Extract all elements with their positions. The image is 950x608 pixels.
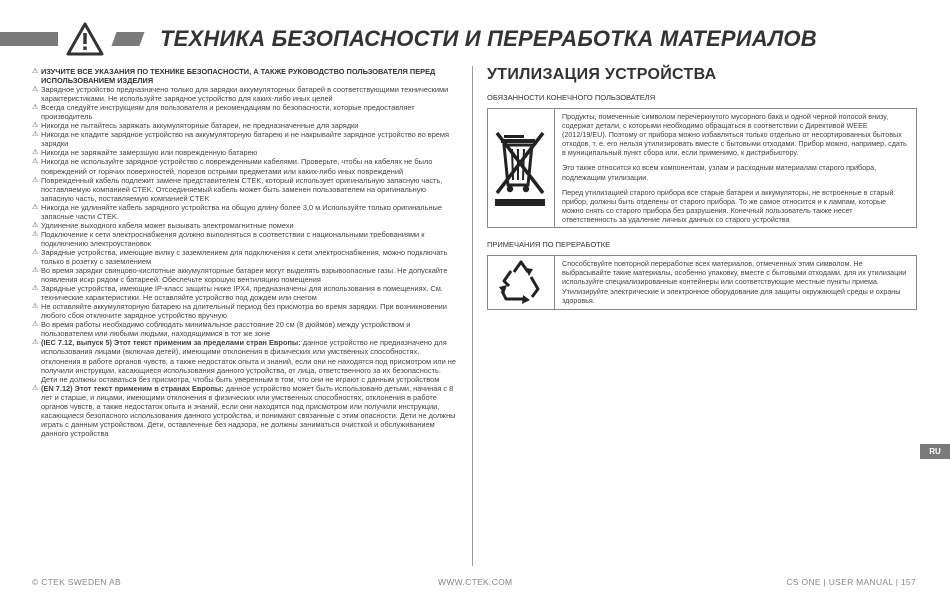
warning-small-icon: ⚠ [32, 384, 39, 392]
header-bar-mid [111, 32, 144, 46]
safety-item [32, 384, 458, 438]
safety-item [32, 302, 458, 320]
warning-small-icon: ⚠ [32, 176, 39, 184]
column-divider [472, 66, 473, 566]
warning-small-icon: ⚠ [32, 303, 39, 311]
safety-item [32, 230, 458, 248]
warning-small-icon: ⚠ [32, 131, 39, 139]
warning-small-icon: ⚠ [32, 321, 39, 329]
warning-small-icon: ⚠ [32, 230, 39, 238]
recycling-title: ПРИМЕЧАНИЯ ПО ПЕРЕРАБОТКЕ [487, 240, 611, 250]
recycling-icon-cell [488, 256, 555, 308]
warning-small-icon: ⚠ [32, 285, 39, 293]
safety-item-text [41, 384, 458, 438]
safety-item [32, 148, 458, 157]
safety-item [32, 248, 458, 266]
safety-item [32, 266, 458, 284]
disposal-box [487, 108, 917, 228]
recycle-icon [496, 259, 546, 305]
header-bar-left [0, 32, 58, 46]
safety-item-body: данное устройство может быть использовано детьми, начиная с 8 лет и старше, и лицами, имеющими отклонения в физических или умственных способностях, отклонения в работе органов чувств, а также недостаток опыта и знаний, если они находятся под присмотром или получили инструкции, касающиеся безопасного использования данного устройства, и понимают связанные с этим опасности. Дети не должны играть с данным устройством. Дети, оставленные без надзора, не должны заниматься очисткой и обслуживанием данного устройства [41, 383, 456, 438]
warning-small-icon: ⚠ [32, 149, 39, 157]
safety-item-text: Во время зарядки свинцово-кислотные аккумуляторные батареи могут выделять взрывоопасные газы. Не допускайте появления искр рядом с батареей. Обеспечьте хорошую вентиляцию помещения [41, 266, 448, 285]
disposal-text [555, 109, 916, 227]
warning-small-icon: ⚠ [32, 104, 39, 112]
recycling-paragraph-1: Способствуйте повторной переработке всех материалов, отмеченных этим символом. Не выбрасывайте такие материалы, особенно упаковку, вместе с бытовыми отходами, для их утилизации используйте специализированные контейнеры или соответствующие местные пункты приема. [562, 259, 907, 287]
disposal-paragraph-1: Продукты, помеченные символом перечеркнутого мусорного бака и одной черной полосой внизу, содержат детали, с которыми необходимо обращаться в соответствии с Директивой WEEE (2012/19/EU). Поэтому от прибора можно избавляться только отдельно от несортированных бытовых отходов, т. е. его нельзя утилизировать вместе с бытовыми отходами. Прибор можно, например, сдать в муниципальный пункт сбора или, если применимо, к дистрибьютору. [562, 112, 907, 158]
safety-item [32, 221, 458, 230]
footer-copyright: © CTEK SWEDEN AB [32, 577, 121, 587]
warning-small-icon: ⚠ [32, 122, 39, 130]
warning-small-icon: ⚠ [32, 339, 39, 347]
safety-item-text: Зарядные устройства, имеющие вилку с заземлением для подключения к сети электроснабжения, можно подключать только в розетку с заземлением [41, 247, 448, 266]
safety-item [32, 103, 458, 121]
warning-small-icon: ⚠ [32, 267, 39, 275]
safety-item [32, 85, 458, 103]
safety-item-text: Никогда не заряжайте замерзшую или поврежденную батарею [41, 148, 258, 158]
warning-triangle-icon [66, 22, 104, 56]
safety-item-text: ИЗУЧИТЕ ВСЕ УКАЗАНИЯ ПО ТЕХНИКЕ БЕЗОПАСНОСТИ, А ТАКЖЕ РУКОВОДСТВО ПОЛЬЗОВАТЕЛЯ ПЕРЕД ИСПОЛЬЗОВАНИЕМ ИЗДЕЛИЯ [41, 67, 436, 86]
safety-item-lead: (IEC 7.12, выпуск 5) Этот текст применим за пределами стран Европы: [41, 338, 301, 348]
safety-item [32, 121, 458, 130]
warning-small-icon: ⚠ [32, 248, 39, 256]
safety-item-lead: (EN 7.12) Этот текст применим в странах Европы: [41, 383, 224, 393]
disposal-section [487, 62, 917, 322]
safety-item-text: Не оставляйте аккумуляторную батарею на длительный период без присмотра во время зарядки. При возникновении любого сбоя отключите зарядное устройство вручную [41, 302, 447, 321]
disposal-icon-cell [488, 109, 555, 227]
disposal-subtitle: ОБЯЗАННОСТИ КОНЕЧНОГО ПОЛЬЗОВАТЕЛЯ [487, 93, 656, 102]
safety-item [32, 157, 458, 175]
safety-item-text: Во время работы необходимо соблюдать минимальное расстояние 20 см (8 дюймов) между устройством и пользователем или любыми людьми, находящимися в тот же зоне [41, 320, 411, 339]
safety-item-text: Никогда не кладите зарядное устройство на аккумуляторную батарею и не накрывайте зарядное устройство во время зарядки [41, 130, 449, 149]
safety-item-text: Никогда не используйте зарядное устройство с поврежденными кабелями. Проверьте, чтобы на кабелях не было повреждений от горячих поверхностей, порезов острыми предметами или каких-либо иных повреждений [41, 157, 433, 176]
safety-item-text [41, 338, 458, 383]
safety-item [32, 203, 458, 221]
safety-item [32, 176, 458, 203]
safety-item-body: данное устройство не предназначено для использования лицами (включая детей), имеющими отклонения в физических или умственных способностях, отклонения в работе органов чувств, а также недостаток опыта и знаний, если они не находятся под присмотром или не получили инструкции, касающиеся использования данного устройства, от лица, ответственного за их безопасность. Дети не должны оставаться без присмотра, чтобы быть уверенным в том, что они не играют с данным устройством [41, 338, 456, 384]
footer-page-info: CS ONE | USER MANUAL | 157 [786, 577, 916, 587]
disposal-paragraph-2: Это также относится ко всем компонентам, узлам и расходным материалам старого прибора, подлежащим утилизации. [562, 163, 877, 182]
safety-item-text: Никогда не удлиняйте кабель зарядного устройства на общую длину более 3,0 м Используйте только оригинальные запасные части CTEK. [41, 202, 442, 221]
warning-small-icon: ⚠ [32, 221, 39, 229]
safety-item [32, 338, 458, 383]
safety-item [32, 67, 458, 85]
safety-item-text: Подключение к сети электроснабжения должно выполняться в соответствии с национальными требованиями к подключению электроустановок [41, 229, 425, 248]
safety-item [32, 284, 458, 302]
disposal-title: УТИЛИЗАЦИЯ УСТРОЙСТВА [487, 66, 717, 83]
language-badge: RU [920, 444, 950, 459]
disposal-paragraph-3: Перед утилизацией старого прибора все старые батареи и аккумуляторы, не встроенные в старый прибор, должны быть отделены от старого прибора. То же самое относится и к лампам, которые можно снять со старого прибора без разрушения. Конечный пользователь также несет ответственность за удаление личных данных со старого устройства [562, 187, 894, 224]
warning-small-icon: ⚠ [32, 86, 39, 94]
recycling-box [487, 255, 917, 309]
warning-small-icon: ⚠ [32, 68, 39, 75]
warning-small-icon: ⚠ [32, 203, 39, 211]
safety-item [32, 130, 458, 148]
safety-item [32, 320, 458, 338]
warning-small-icon: ⚠ [32, 158, 39, 166]
footer-website: WWW.CTEK.COM [438, 577, 513, 587]
safety-item-text: Поврежденный кабель подлежит замене представителем CTEK, который использует оригинальную запасную часть, поставляемую компанией CTEK. Отсоединяемый кабель может быть заменен пользователем на оригинальную запасную часть, поставляемую компанией CTEK [41, 175, 443, 203]
page-title: ТЕХНИКА БЕЗОПАСНОСТИ И ПЕРЕРАБОТКА МАТЕРИАЛОВ [160, 26, 817, 51]
safety-item-text: Удлинение выходного кабеля может вызывать электромагнитные помехи [41, 220, 294, 230]
recycling-text [555, 256, 916, 308]
safety-item-text: Всегда следуйте инструкциям для пользователя и рекомендациям по безопасности, которые предоставляет производитель [41, 103, 415, 122]
safety-item-text: Зарядное устройство предназначено только для зарядки аккумуляторных батарей в соответствующими техническими характеристиками. Не используйте зарядное устройство для каких-либо иных целей [41, 85, 449, 104]
safety-item-text: Зарядные устройства, имеющие IP-класс защиты ниже IPX4, предназначены для использования в помещениях. См. технические характеристики. Не оставляйте устройство под дождем или снегом [41, 284, 443, 303]
safety-item-text: Никогда не пытайтесь заряжать аккумуляторные батареи, не предназначенные для зарядки [41, 121, 359, 131]
recycling-paragraph-2: Утилизируйте электрические и электронное оборудование для защиты окружающей среды и охраны здоровья. [562, 287, 901, 306]
crossed-out-bin-icon [493, 127, 549, 209]
safety-instructions [32, 67, 458, 438]
